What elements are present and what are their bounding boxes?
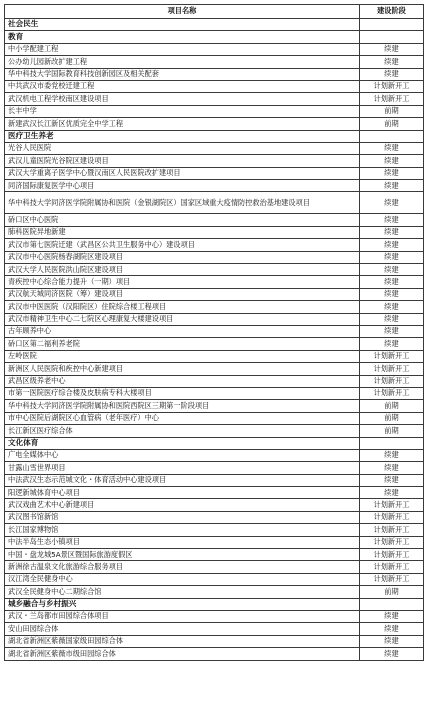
build-stage-cell: 续建 bbox=[360, 301, 424, 313]
table-row bbox=[5, 462, 424, 474]
build-stage-cell: 续建 bbox=[360, 623, 424, 635]
section-row bbox=[5, 19, 424, 31]
project-name-cell: 中法武汉生态示范城文化・体育活动中心建设项目 bbox=[5, 474, 360, 486]
build-stage-cell: 前期 bbox=[360, 400, 424, 412]
build-stage-cell: 续建 bbox=[360, 142, 424, 154]
table-row bbox=[5, 155, 424, 167]
build-stage-cell bbox=[360, 598, 424, 610]
build-stage-cell: 计划新开工 bbox=[360, 387, 424, 399]
table-row bbox=[5, 635, 424, 647]
build-stage-cell: 前期 bbox=[360, 105, 424, 117]
project-name-cell: 新洲区人民医院和疾控中心新建项目 bbox=[5, 363, 360, 375]
build-stage-cell: 续建 bbox=[360, 313, 424, 325]
project-name-cell: 武汉市第七医院迁建（武昌区公共卫生服务中心）建设项目 bbox=[5, 239, 360, 251]
build-stage-cell: 续建 bbox=[360, 167, 424, 179]
table-row bbox=[5, 239, 424, 251]
project-name-cell: 武汉市精神卫生中心二七院区心理康复大楼建设项目 bbox=[5, 313, 360, 325]
table-row bbox=[5, 573, 424, 585]
project-name-cell: 华中科技大学同济医学院附属协和医院（金银湖院区）国家区域重大疫情防控救治基地建设项目 bbox=[5, 192, 360, 214]
table-row bbox=[5, 226, 424, 238]
project-name-cell: 肺科医院异地新建 bbox=[5, 226, 360, 238]
table-row bbox=[5, 425, 424, 437]
table-row bbox=[5, 192, 424, 214]
section-title: 城乡融合与乡村振兴 bbox=[5, 598, 360, 610]
section-row bbox=[5, 31, 424, 43]
project-name-cell: 公办幼儿园新改扩建工程 bbox=[5, 56, 360, 68]
project-name-cell: 武汉儿童医院光谷院区建设项目 bbox=[5, 155, 360, 167]
build-stage-cell: 续建 bbox=[360, 192, 424, 214]
build-stage-cell: 续建 bbox=[360, 239, 424, 251]
build-stage-cell: 计划新开工 bbox=[360, 499, 424, 511]
table-row bbox=[5, 350, 424, 362]
table-row bbox=[5, 276, 424, 288]
project-name-cell: 武汉・兰岛都市田园综合体项目 bbox=[5, 610, 360, 622]
section-title: 医疗卫生养老 bbox=[5, 130, 360, 142]
table-row bbox=[5, 511, 424, 523]
build-stage-cell: 续建 bbox=[360, 635, 424, 647]
build-stage-cell: 前期 bbox=[360, 586, 424, 598]
build-stage-cell: 续建 bbox=[360, 487, 424, 499]
build-stage-cell: 续建 bbox=[360, 474, 424, 486]
table-row bbox=[5, 561, 424, 573]
project-name-cell: 安山田园综合体 bbox=[5, 623, 360, 635]
build-stage-cell: 计划新开工 bbox=[360, 363, 424, 375]
build-stage-cell bbox=[360, 31, 424, 43]
project-table bbox=[4, 4, 424, 661]
project-name-cell: 湖北省新洲区紫薇国家级田园综合体 bbox=[5, 635, 360, 647]
table-row bbox=[5, 288, 424, 300]
build-stage-cell: 计划新开工 bbox=[360, 524, 424, 536]
table-row bbox=[5, 56, 424, 68]
build-stage-cell: 续建 bbox=[360, 449, 424, 461]
project-name-cell: 武汉市中心医院杨春湖院区建设项目 bbox=[5, 251, 360, 263]
table-row bbox=[5, 43, 424, 55]
project-name-cell: 左岭医院 bbox=[5, 350, 360, 362]
table-row bbox=[5, 313, 424, 325]
project-name-cell: 广电全媒体中心 bbox=[5, 449, 360, 461]
build-stage-cell: 计划新开工 bbox=[360, 375, 424, 387]
table-row bbox=[5, 400, 424, 412]
project-name-cell: 光谷人民医院 bbox=[5, 142, 360, 154]
project-name-cell: 武汉全民健身中心二期综合馆 bbox=[5, 586, 360, 598]
section-title: 文化体育 bbox=[5, 437, 360, 449]
project-name-cell: 汉江湾全民健身中心 bbox=[5, 573, 360, 585]
table-row bbox=[5, 338, 424, 350]
build-stage-cell: 前期 bbox=[360, 118, 424, 130]
table-row bbox=[5, 536, 424, 548]
project-name-cell: 甘露山雪世界项目 bbox=[5, 462, 360, 474]
table-row bbox=[5, 549, 424, 561]
table-row bbox=[5, 487, 424, 499]
table-row bbox=[5, 375, 424, 387]
table-row bbox=[5, 586, 424, 598]
table-row bbox=[5, 118, 424, 130]
table-row bbox=[5, 105, 424, 117]
table-row bbox=[5, 93, 424, 105]
table-row bbox=[5, 167, 424, 179]
project-name-cell: 武汉航天城同济医院（筹）建设项目 bbox=[5, 288, 360, 300]
table-row bbox=[5, 449, 424, 461]
build-stage-cell: 续建 bbox=[360, 180, 424, 192]
table-row bbox=[5, 412, 424, 424]
section-row bbox=[5, 130, 424, 142]
build-stage-cell: 续建 bbox=[360, 43, 424, 55]
project-name-cell: 湖北省新洲区紫薇市级田园综合体 bbox=[5, 648, 360, 660]
section-title: 教育 bbox=[5, 31, 360, 43]
build-stage-cell: 计划新开工 bbox=[360, 93, 424, 105]
table-row bbox=[5, 214, 424, 226]
build-stage-cell: 计划新开工 bbox=[360, 561, 424, 573]
build-stage-cell: 前期 bbox=[360, 425, 424, 437]
build-stage-cell: 续建 bbox=[360, 338, 424, 350]
project-name-cell: 长丰中学 bbox=[5, 105, 360, 117]
table-row bbox=[5, 610, 424, 622]
build-stage-cell: 续建 bbox=[360, 214, 424, 226]
project-name-cell: 华中科技大学同济医学院附属协和医院西院区三期第一阶段项目 bbox=[5, 400, 360, 412]
table-row bbox=[5, 499, 424, 511]
project-name-cell: 硚口区第二福利养老院 bbox=[5, 338, 360, 350]
build-stage-cell: 续建 bbox=[360, 226, 424, 238]
build-stage-cell: 前期 bbox=[360, 412, 424, 424]
header-project-name: 项目名称 bbox=[5, 5, 360, 19]
build-stage-cell: 续建 bbox=[360, 276, 424, 288]
table-header-row bbox=[5, 5, 424, 19]
build-stage-cell: 续建 bbox=[360, 264, 424, 276]
project-name-cell: 武汉图书馆新馆 bbox=[5, 511, 360, 523]
table-row bbox=[5, 648, 424, 660]
build-stage-cell: 续建 bbox=[360, 610, 424, 622]
project-name-cell: 武汉大学人民医院洪山院区建设项目 bbox=[5, 264, 360, 276]
project-name-cell: 青疾控中心综合能力提升（一期）项目 bbox=[5, 276, 360, 288]
header-build-stage: 建设阶段 bbox=[360, 5, 424, 19]
build-stage-cell bbox=[360, 19, 424, 31]
project-name-cell: 阳逻新城体育中心项目 bbox=[5, 487, 360, 499]
build-stage-cell: 计划新开工 bbox=[360, 80, 424, 92]
project-name-cell: 古年顾养中心 bbox=[5, 325, 360, 337]
table-row bbox=[5, 623, 424, 635]
build-stage-cell: 续建 bbox=[360, 251, 424, 263]
project-name-cell: 武汉戏曲艺术中心新建项目 bbox=[5, 499, 360, 511]
project-name-cell: 长江新区医疗综合体 bbox=[5, 425, 360, 437]
build-stage-cell: 计划新开工 bbox=[360, 536, 424, 548]
project-name-cell: 市第一医院医疗综合楼及皮肤病专科大楼项目 bbox=[5, 387, 360, 399]
table-row bbox=[5, 68, 424, 80]
build-stage-cell: 续建 bbox=[360, 462, 424, 474]
table-row bbox=[5, 325, 424, 337]
section-row bbox=[5, 598, 424, 610]
project-name-cell: 中国・盘龙城5A景区暨国际旅游度假区 bbox=[5, 549, 360, 561]
project-name-cell: 武汉大学重离子医学中心暨汉南区人民医院改扩建项目 bbox=[5, 167, 360, 179]
table-row bbox=[5, 387, 424, 399]
project-name-cell: 中法半岛生态小镇项目 bbox=[5, 536, 360, 548]
build-stage-cell: 计划新开工 bbox=[360, 350, 424, 362]
build-stage-cell bbox=[360, 437, 424, 449]
build-stage-cell: 续建 bbox=[360, 68, 424, 80]
table-row bbox=[5, 474, 424, 486]
build-stage-cell: 计划新开工 bbox=[360, 511, 424, 523]
table-row bbox=[5, 80, 424, 92]
project-name-cell: 长江国家博物馆 bbox=[5, 524, 360, 536]
project-name-cell: 同济国际康复医学中心项目 bbox=[5, 180, 360, 192]
table-row bbox=[5, 524, 424, 536]
project-name-cell: 新洲徐古温泉文化旅游综合服务项目 bbox=[5, 561, 360, 573]
build-stage-cell: 计划新开工 bbox=[360, 549, 424, 561]
project-name-cell: 中小学配建工程 bbox=[5, 43, 360, 55]
project-name-cell: 硚口区中心医院 bbox=[5, 214, 360, 226]
build-stage-cell: 续建 bbox=[360, 648, 424, 660]
project-name-cell: 新建武汉长江新区优质完全中学工程 bbox=[5, 118, 360, 130]
table-row bbox=[5, 363, 424, 375]
project-name-cell: 武昌区级养老中心 bbox=[5, 375, 360, 387]
project-name-cell: 市中心医院后湖院区心血管病（老年医疗）中心 bbox=[5, 412, 360, 424]
table-row bbox=[5, 180, 424, 192]
build-stage-cell: 续建 bbox=[360, 155, 424, 167]
table-body bbox=[5, 19, 424, 661]
table-row bbox=[5, 142, 424, 154]
build-stage-cell: 续建 bbox=[360, 325, 424, 337]
table-row bbox=[5, 251, 424, 263]
build-stage-cell: 计划新开工 bbox=[360, 573, 424, 585]
section-row bbox=[5, 437, 424, 449]
project-name-cell: 武汉市中医医院（汉阳院区）住院综合楼工程项目 bbox=[5, 301, 360, 313]
table-row bbox=[5, 264, 424, 276]
build-stage-cell: 续建 bbox=[360, 56, 424, 68]
section-title: 社会民生 bbox=[5, 19, 360, 31]
build-stage-cell: 续建 bbox=[360, 288, 424, 300]
project-name-cell: 华中科技大学国际教育科技创新园区及相关配套 bbox=[5, 68, 360, 80]
build-stage-cell bbox=[360, 130, 424, 142]
project-name-cell: 武汉机电工程学校南区建设项目 bbox=[5, 93, 360, 105]
project-name-cell: 中共武汉市委党校迁建工程 bbox=[5, 80, 360, 92]
project-table-container bbox=[4, 4, 423, 661]
table-row bbox=[5, 301, 424, 313]
